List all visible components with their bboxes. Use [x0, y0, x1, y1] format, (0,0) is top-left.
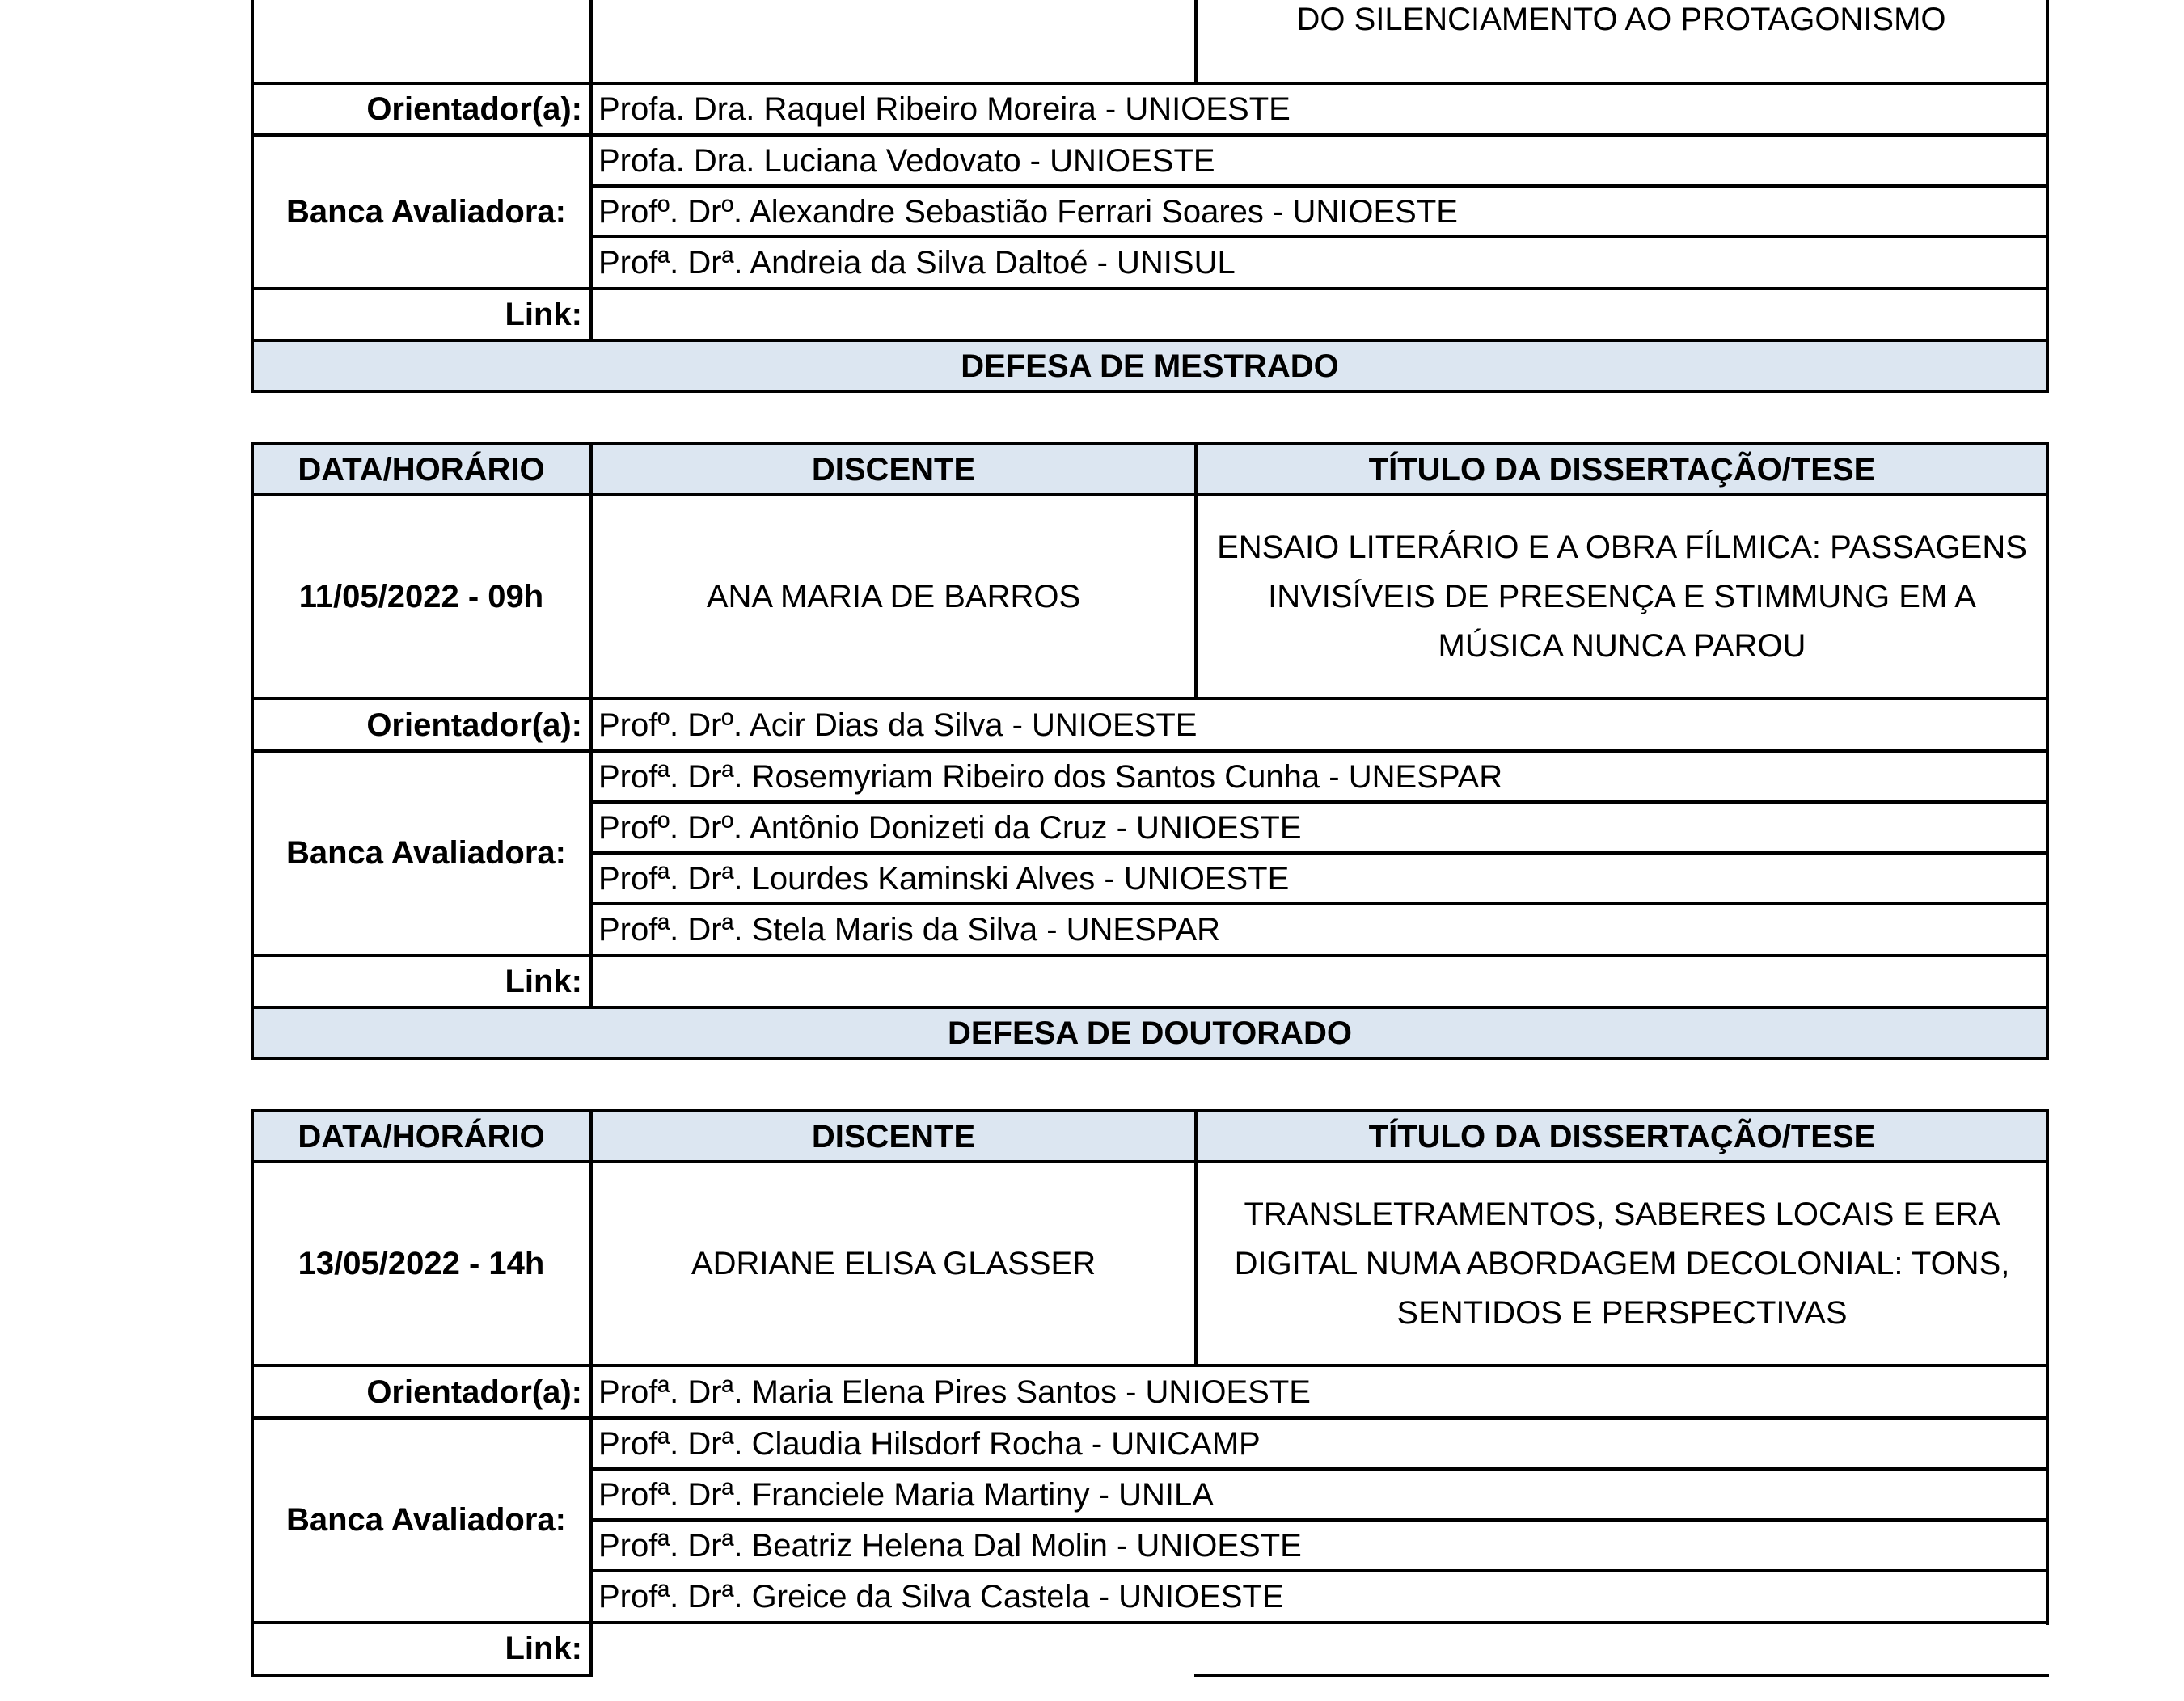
- banca-label: Banca Avaliadora:: [285, 193, 566, 230]
- banca-member: Profº. Drº. Antônio Donizeti da Cruz - UNIOESTE: [598, 809, 1302, 846]
- orientador-label: Orientador(a):: [366, 91, 582, 127]
- link-value[interactable]: [592, 289, 2047, 340]
- orientador-label: Orientador(a):: [366, 707, 582, 743]
- banca-member: Profª. Drª. Beatriz Helena Dal Molin - UNIOESTE: [598, 1527, 1302, 1564]
- thesis-title: TRANSLETRAMENTOS, SABERES LOCAIS E ERA DIGITAL NUMA ABORDAGEM DECOLONIAL: TONS, SENTIDOS E PERSPECTIVAS: [1234, 1196, 2010, 1331]
- column-header-title: TÍTULO DA DISSERTAÇÃO/TESE: [1197, 1111, 2047, 1162]
- banca-member: Profª. Drª. Andreia da Silva Daltoé - UNISUL: [598, 244, 1236, 281]
- previous-title-fragment: [1197, 0, 2046, 45]
- student-name: ADRIANE ELISA GLASSER: [691, 1246, 1096, 1281]
- orientador-label: Orientador(a):: [366, 1374, 582, 1410]
- column-header-title: TÍTULO DA DISSERTAÇÃO/TESE: [1197, 444, 2047, 495]
- thesis-title: ENSAIO LITERÁRIO E A OBRA FÍLMICA: PASSAGENS INVISÍVEIS DE PRESENÇA E STIMMUNG EM A MÚSICA NUNCA PAROU: [1217, 529, 2027, 664]
- orientador-value: Profª. Drª. Maria Elena Pires Santos - UNIOESTE: [598, 1374, 1311, 1410]
- link-value[interactable]: [592, 1623, 2047, 1674]
- banca-label: Banca Avaliadora:: [285, 835, 566, 871]
- defense-date: 11/05/2022 - 09h: [298, 579, 544, 614]
- previous-title-tail: DO SILENCIAMENTO AO PROTAGONISMO: [1296, 2, 1946, 37]
- banca-member: Profª. Drª. Stela Maris da Silva - UNESPAR: [598, 911, 1221, 948]
- banca-member: Profª. Drª. Claudia Hilsdorf Rocha - UNICAMP: [598, 1425, 1261, 1462]
- link-label: Link:: [505, 1630, 582, 1666]
- orientador-value: Profº. Drº. Acir Dias da Silva - UNIOESTE: [598, 707, 1198, 743]
- student-name: ANA MARIA DE BARROS: [706, 579, 1081, 614]
- column-header-date: DATA/HORÁRIO: [252, 1111, 590, 1162]
- banca-member: Profª. Drª. Greice da Silva Castela - UNIOESTE: [598, 1578, 1284, 1614]
- section-heading-mestrado: DEFESA DE MESTRADO: [252, 340, 2047, 391]
- banca-member: Profª. Drª. Lourdes Kaminski Alves - UNIOESTE: [598, 860, 1290, 897]
- section-heading-doutorado: DEFESA DE DOUTORADO: [252, 1007, 2047, 1058]
- orientador-value: Profa. Dra. Raquel Ribeiro Moreira - UNIOESTE: [598, 91, 1291, 127]
- link-label: Link:: [505, 963, 582, 999]
- column-header-student: DISCENTE: [592, 1111, 1195, 1162]
- column-header-date: DATA/HORÁRIO: [252, 444, 590, 495]
- banca-member: Profª. Drª. Rosemyriam Ribeiro dos Santos Cunha - UNESPAR: [598, 758, 1503, 795]
- banca-label: Banca Avaliadora:: [285, 1502, 566, 1538]
- column-header-student: DISCENTE: [592, 444, 1195, 495]
- banca-member: Profa. Dra. Luciana Vedovato - UNIOESTE: [598, 142, 1215, 179]
- banca-member: Profª. Drª. Franciele Maria Martiny - UNILA: [598, 1476, 1214, 1513]
- banca-member: Profº. Drº. Alexandre Sebastião Ferrari Soares - UNIOESTE: [598, 193, 1458, 230]
- link-value[interactable]: [592, 956, 2047, 1007]
- link-label: Link:: [505, 296, 582, 332]
- defense-date: 13/05/2022 - 14h: [298, 1246, 545, 1281]
